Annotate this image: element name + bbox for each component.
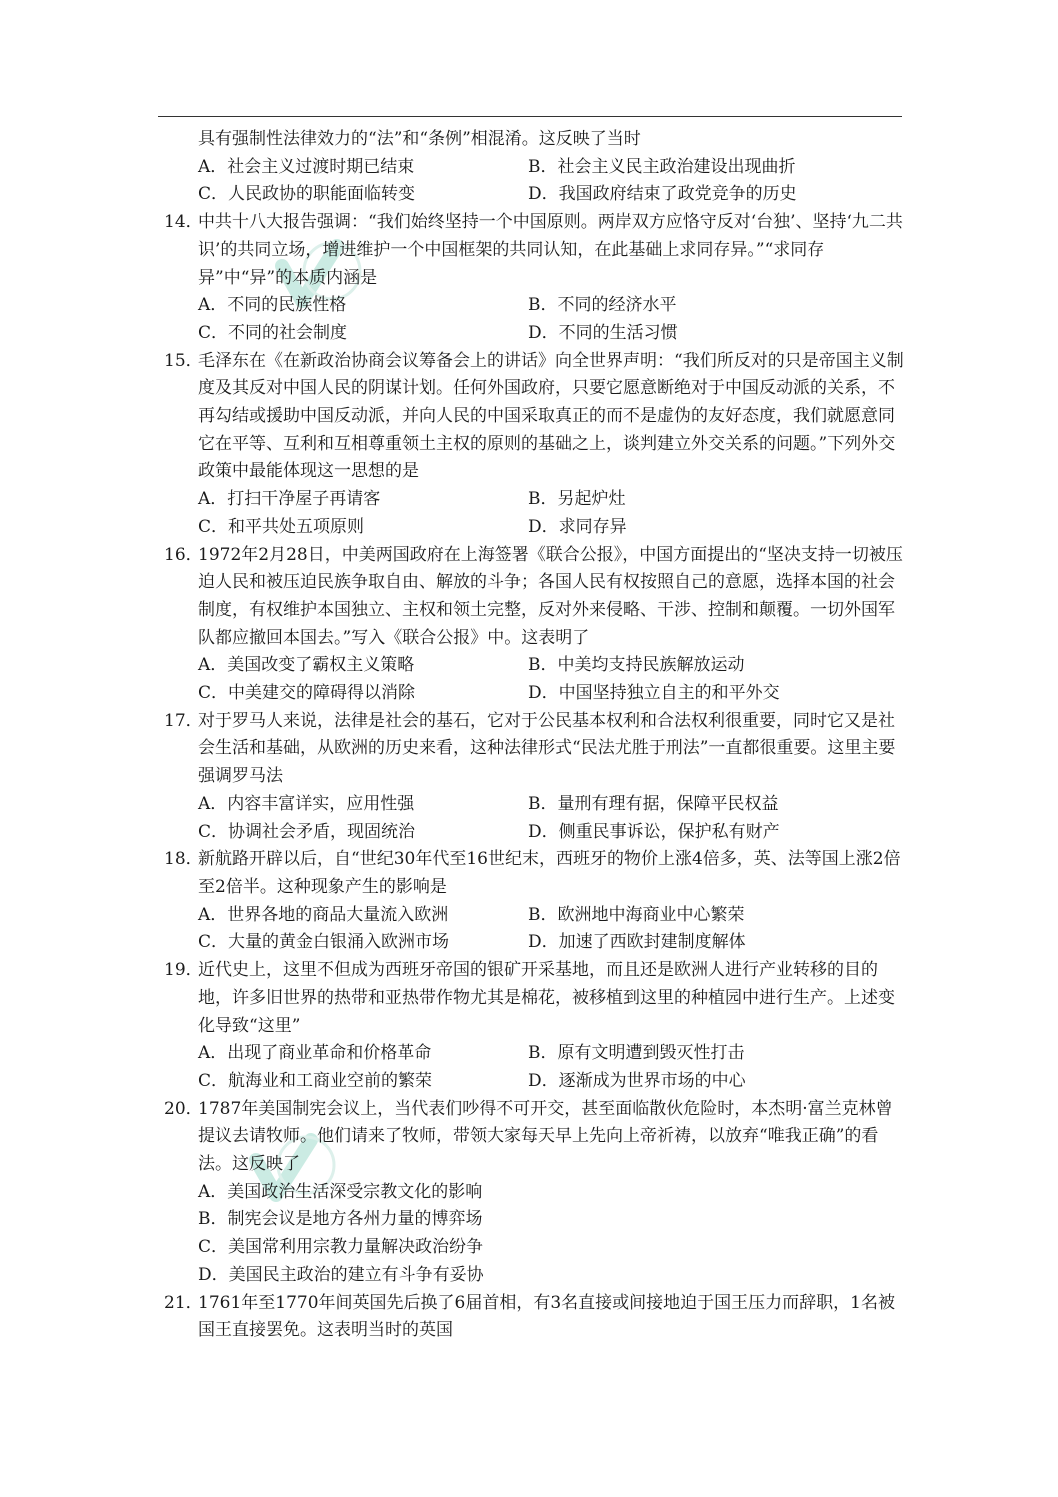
option-d: D．加速了西欧封建制度解体 — [528, 932, 746, 953]
option-a: A．不同的民族性格 — [198, 295, 347, 316]
question-text: 1761年至1770年间英国先后换了6届首相，有3名直接或间接地迫于国王压力而辞职，1名被国王直接罢免。这表明当时的英国 — [198, 1292, 895, 1341]
option-d: D．求同存异 — [528, 516, 627, 537]
option-b: B．另起炉灶 — [528, 489, 626, 510]
question-number: 20． — [164, 1098, 203, 1119]
option-b: B．制宪会议是地方各州力量的博弈场 — [198, 1209, 483, 1230]
question-number: 14． — [164, 212, 203, 233]
option-list — [166, 791, 906, 846]
option-list — [166, 652, 906, 707]
question-text: 新航路开辟以后，自“世纪30年代至16世纪末，西班牙的物价上涨4倍多，英、法等国上涨2倍至2倍半。这种现象产生的影响是 — [198, 849, 901, 897]
option-c: C．不同的社会制度 — [198, 322, 348, 343]
question-text: 对于罗马人来说，法律是社会的基石，它对于公民基本权利和合法权利很重要，同时它又是社会生活和基础，从欧洲的历史来看，这种法律形式“民法尤胜于刑法”一直都很重要。这里主要强调罗马法 — [198, 710, 896, 787]
exam-page — [166, 126, 906, 1345]
question-14 — [166, 209, 906, 348]
option-a: A．出现了商业革命和价格革命 — [198, 1043, 432, 1064]
option-list — [166, 154, 906, 209]
question-text: 1972年2月28日，中美两国政府在上海签署《联合公报》，中国方面提出的“坚决支持一切被压迫人民和被压迫民族争取自由、解放的斗争；各国人民有权按照自己的意愿，选择本国的社会制度，有权维护本国独立、主权和领土完整，反对外来侵略、干涉、控制和颠覆。一切外国军队都应撤回本国去。”写入《联合公报》中。这表明了 — [198, 544, 903, 648]
option-c: C．人民政协的职能面临转变 — [198, 184, 416, 205]
option-c: C．协调社会矛盾，现固统治 — [198, 821, 416, 842]
option-list — [166, 1179, 906, 1290]
question-number: 16． — [164, 544, 203, 565]
option-c: C．中美建交的障碍得以消除 — [198, 683, 416, 704]
option-b: B．原有文明遭到毁灭性打击 — [528, 1043, 745, 1064]
option-a: A．美国政治生活深受宗教文化的影响 — [198, 1181, 483, 1202]
header-rule — [158, 116, 902, 117]
option-d: D．美国民主政治的建立有斗争有妥协 — [198, 1264, 484, 1285]
option-b: B．欧洲地中海商业中心繁荣 — [528, 904, 745, 925]
option-d: D．逐渐成为世界市场的中心 — [528, 1070, 746, 1091]
option-b: B．量刑有理有据，保障平民权益 — [528, 793, 779, 814]
option-a: A．内容丰富详实，应用性强 — [198, 793, 415, 814]
option-list — [166, 486, 906, 541]
question-20 — [166, 1096, 906, 1290]
option-c: C．航海业和工商业空前的繁荣 — [198, 1070, 433, 1091]
question-number: 21． — [164, 1292, 203, 1313]
option-a: A．世界各地的商品大量流入欧洲 — [198, 904, 449, 925]
option-b: B．中美均支持民族解放运动 — [528, 655, 745, 676]
question-text: 毛泽东在《在新政治协商会议筹备会上的讲话》向全世界声明：“我们所反对的只是帝国主义制度及其反对中国人民的阴谋计划。任何外国政府，只要它愿意断绝对于中国反动派的关系，不再勾结或援助中国反动派，并向人民的中国采取真正的而不是虚伪的友好态度，我们就愿意同它在平等、互利和互相尊重领土主权的原则的基础之上，谈判建立外交关系的问题。”下列外交政策中最能体现这一思想的是 — [198, 350, 904, 482]
question-continuation: 具有强制性法律效力的“法”和“条例”相混淆。这反映了当时 — [198, 129, 641, 149]
question-15 — [166, 348, 906, 542]
option-list — [166, 902, 906, 957]
option-a: A．社会主义过渡时期已结束 — [198, 156, 415, 177]
option-d: D．侧重民事诉讼，保护私有财产 — [528, 821, 780, 842]
question-text: 近代史上，这里不但成为西班牙帝国的银矿开采基地，而且还是欧洲人进行产业转移的目的地，许多旧世界的热带和亚热带作物尤其是棉花，被移植到这里的种植园中进行生产。上述变化导致“这里” — [198, 960, 895, 1036]
question-number: 17． — [164, 710, 203, 731]
question-text: 1787年美国制宪会议上，当代表们吵得不可开交，甚至面临散伙危险时，本杰明·富兰克林曾提议去请牧师。他们请来了牧师，带领大家每天早上先向上帝祈祷，以放弃“唯我正确”的看法。这反映了 — [198, 1098, 893, 1175]
question-19 — [166, 957, 906, 1096]
question-17 — [166, 708, 906, 847]
option-c: C．美国常利用宗教力量解决政治纷争 — [198, 1237, 484, 1258]
option-b: B．不同的经济水平 — [528, 295, 677, 316]
question-16 — [166, 542, 906, 708]
option-a: A．美国改变了霸权主义策略 — [198, 655, 415, 676]
question-number: 19． — [164, 960, 203, 981]
option-d: D．我国政府结束了政党竞争的历史 — [528, 184, 797, 205]
option-list — [166, 292, 906, 347]
option-b: B．社会主义民主政治建设出现曲折 — [528, 156, 796, 177]
question-number: 15． — [164, 350, 203, 371]
option-c: C．和平共处五项原则 — [198, 516, 365, 537]
option-a: A．打扫干净屋子再请客 — [198, 489, 381, 510]
question-21 — [166, 1290, 906, 1345]
option-d: D．中国坚持独立自主的和平外交 — [528, 683, 780, 704]
question-text: 中共十八大报告强调：“我们始终坚持一个中国原则。两岸双方应恪守反对‘台独’、坚持‘九二共识’的共同立场，增进维护一个中国框架的共同认知，在此基础上求同存异。”“求同存异”中“异”的本质内涵是 — [198, 212, 903, 288]
question-18 — [166, 846, 906, 957]
option-c: C．大量的黄金白银涌入欧洲市场 — [198, 932, 450, 953]
option-list — [166, 1040, 906, 1095]
question-number: 18． — [164, 849, 203, 870]
option-d: D．不同的生活习惯 — [528, 322, 678, 343]
